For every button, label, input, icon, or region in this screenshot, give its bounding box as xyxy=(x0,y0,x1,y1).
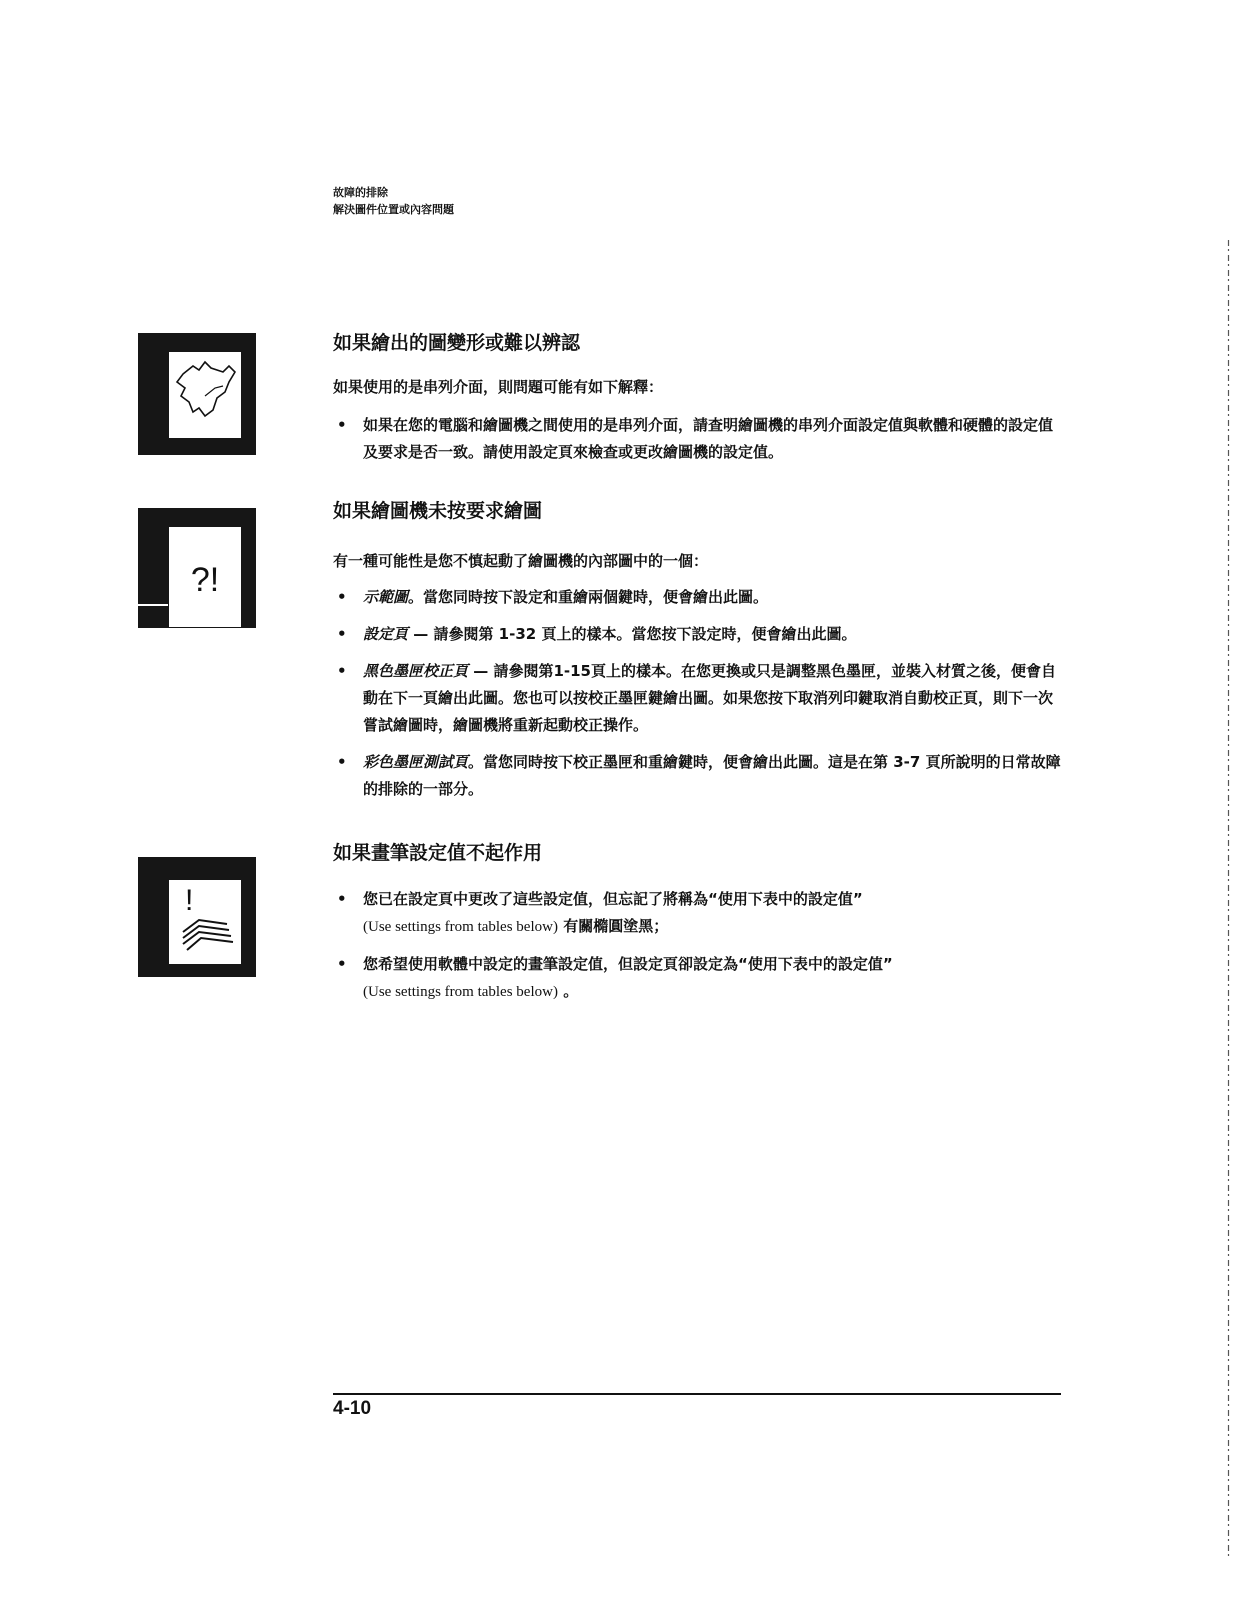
section-title: 解決圖件位置或內容問題 xyxy=(333,203,454,216)
item-text: — 請參閱第 1-32 頁上的樣本。當您按下設定時，便會繪出此圖。 xyxy=(408,625,857,643)
item-text: 。當您同時按下設定和重繪兩個鍵時，便會繪出此圖。 xyxy=(408,588,769,606)
list-item xyxy=(333,951,1063,1006)
item-latin: (Use settings from tables below) xyxy=(363,984,558,1000)
item-term: 設定頁 xyxy=(363,625,409,643)
bullet-list xyxy=(333,886,1063,1006)
item-term: 示範圖 xyxy=(363,588,409,606)
pen-drawing xyxy=(169,880,241,964)
item-text: — 請參閱第1-15頁上的樣本。在您更換或只是調整黑色墨匣，並裝入材質之後，便會自動在下一頁繪出此圖。您也可以按校正墨匣鍵繪出圖。如果您按下取消列印鍵取消自動校正頁，則下一次嘗試繪圖時，繪圖機將重新起動校正操作。 xyxy=(363,662,1057,734)
item-term: 黑色墨匣校正頁 xyxy=(363,662,469,680)
item-term: 彩色墨匣測試頁 xyxy=(363,753,469,771)
map-drawing xyxy=(169,352,241,438)
bullet-list xyxy=(333,584,1063,803)
item-text: 您希望使用軟體中設定的畫筆設定值，但設定頁卻設定為“使用下表中的設定值” xyxy=(363,955,893,973)
section-unexpected-plot xyxy=(333,498,1063,803)
list-item xyxy=(333,886,1063,941)
footer-rule xyxy=(333,1393,1061,1395)
section-pen-settings xyxy=(333,840,1063,1006)
alert-icon-panel xyxy=(168,526,242,628)
chapter-title: 故障的排除 xyxy=(333,186,388,199)
section-heading: 如果畫筆設定值不起作用 xyxy=(333,842,543,864)
alert-glyph: ?! xyxy=(190,561,220,599)
map-outline-icon xyxy=(138,333,256,455)
section-intro: 如果使用的是串列介面，則問題可能有如下解釋： xyxy=(333,378,664,396)
map-icon-panel xyxy=(168,351,242,439)
icon-notch xyxy=(138,604,168,606)
scan-edge-artifact xyxy=(1226,0,1231,1600)
pen-icon-panel xyxy=(168,879,242,965)
list-item xyxy=(333,658,1063,739)
pen-mark: ! xyxy=(185,884,194,917)
list-item: • 如果在您的電腦和繪圖機之間使用的是串列介面，請查明繪圖機的串列介面設定值與軟體和硬體的設定值及要求是否一致。請使用設定頁來檢查或更改繪圖機的設定值。 xyxy=(333,412,1063,466)
item-tail: 有關橢圓塗黑； xyxy=(557,917,669,935)
list-item xyxy=(333,749,1063,803)
item-tail: 。 xyxy=(557,982,579,1000)
section-intro: 有一種可能性是您不慎起動了繪圖機的內部圖中的一個： xyxy=(333,552,709,570)
page-number: 4-10 xyxy=(333,1398,372,1419)
section-distorted-plot xyxy=(333,330,1063,466)
question-exclamation-icon xyxy=(138,508,256,628)
bullet-list xyxy=(333,412,1063,466)
pen-settings-icon xyxy=(138,857,256,977)
section-heading: 如果繪出的圖變形或難以辨認 xyxy=(333,332,581,354)
item-text: 。當您同時按下校正墨匣和重繪鍵時，便會繪出此圖。這是在第 3-7 頁所說明的日常故障的排除的一部分。 xyxy=(363,753,1061,798)
item-text: 您已在設定頁中更改了這些設定值，但忘記了將稱為“使用下表中的設定值” xyxy=(363,890,863,908)
section-heading: 如果繪圖機未按要求繪圖 xyxy=(333,500,543,522)
running-header xyxy=(333,184,454,218)
list-item xyxy=(333,621,1063,648)
list-item xyxy=(333,584,1063,611)
item-latin: (Use settings from tables below) xyxy=(363,919,558,935)
